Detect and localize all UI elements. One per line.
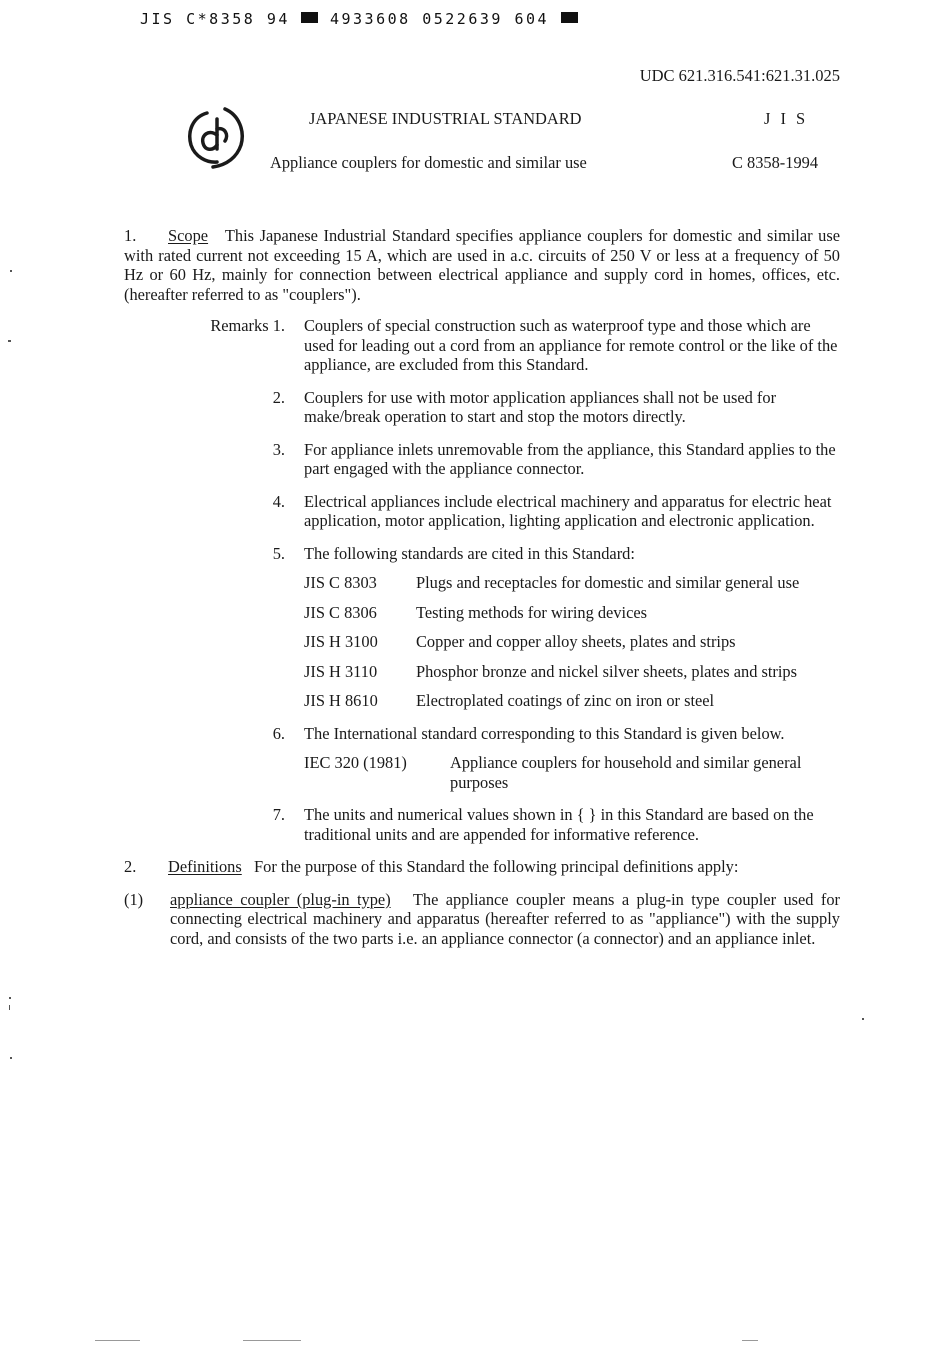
udc-number: UDC 621.316.541:621.31.025 bbox=[639, 66, 840, 85]
section-text: For the purpose of this Standard the following principal definitions apply: bbox=[254, 857, 739, 876]
scan-speck bbox=[10, 1057, 12, 1059]
scan-speck bbox=[9, 1005, 10, 1010]
section-definitions bbox=[124, 857, 840, 877]
remark-body bbox=[285, 544, 840, 711]
section-scope bbox=[124, 226, 840, 304]
definition-number: (1) bbox=[124, 889, 144, 909]
cited-standard-code: JIS H 3100 bbox=[304, 632, 378, 651]
cited-standard-code: JIS H 3110 bbox=[304, 661, 378, 681]
scan-artifact-line bbox=[95, 1340, 140, 1341]
scan-speck bbox=[10, 270, 12, 272]
cited-standard-code: JIS H 8610 bbox=[304, 691, 378, 710]
black-bar-mark bbox=[561, 12, 578, 23]
cited-standard bbox=[304, 691, 840, 711]
remark-number: 2. bbox=[272, 387, 285, 407]
remark-text: Couplers for use with motor application appliances shall not be used for make/break operation to start and stop the motors directly. bbox=[304, 387, 777, 426]
jis-mark: J I S bbox=[764, 109, 809, 128]
remark-text: The following standards are cited in this Standard: bbox=[304, 543, 635, 563]
cited-standard-title: Plugs and receptacles for domestic and similar general use bbox=[416, 573, 800, 592]
remark-item bbox=[124, 440, 840, 479]
section-number: 1. bbox=[124, 226, 137, 245]
cited-standard-code: JIS C 8303 bbox=[304, 573, 377, 592]
scan-artifact-line bbox=[243, 1340, 301, 1341]
remark-item bbox=[124, 724, 840, 793]
cited-standard-title: Copper and copper alloy sheets, plates and strips bbox=[416, 632, 736, 651]
jis-logo-icon bbox=[183, 105, 249, 171]
definition-term: appliance coupler (plug-in type) bbox=[170, 889, 391, 909]
cited-standard-code: JIS C 8306 bbox=[304, 602, 377, 622]
remark-number: 7. bbox=[272, 805, 285, 824]
remark-item bbox=[124, 388, 840, 427]
remark-text: Couplers of special construction such as waterproof type and those which are used for leading out a cord from an appliance for remote control or the like of the appliance, are excluded from this Standard. bbox=[304, 316, 838, 374]
scan-speck bbox=[8, 340, 11, 342]
international-standard-title: Appliance couplers for household and similar general purposes bbox=[450, 753, 802, 792]
definition-text: The appliance coupler means a plug-in type coupler used for connecting electrical machinery and apparatus (hereafter referred to as "appliance") with the supply cord, and consists of the two parts i.e. an appliance connector (a connector) and an appliance inlet. bbox=[170, 889, 841, 948]
scan-speck bbox=[862, 1018, 864, 1020]
remark-item bbox=[124, 805, 840, 844]
section-heading: Definitions bbox=[168, 857, 242, 876]
main-content bbox=[124, 226, 840, 948]
remark-number: 6. bbox=[272, 723, 285, 743]
document-number: C 8358-1994 bbox=[732, 153, 819, 172]
definition-body bbox=[170, 890, 840, 949]
cited-standard bbox=[304, 573, 840, 593]
remark-body bbox=[285, 724, 840, 793]
remark-number: 5. bbox=[272, 543, 285, 563]
cited-standard-title: Testing methods for wiring devices bbox=[416, 602, 648, 622]
cited-standard-title: Electroplated coatings of zinc on iron or steel bbox=[416, 691, 715, 710]
cited-standard bbox=[304, 603, 840, 623]
remark-text: The units and numerical values shown in { } in this Standard are based on the traditional units and are appended for informative reference. bbox=[304, 805, 814, 844]
remark-text: For appliance inlets unremovable from the appliance, this Standard applies to the part engaged with the appliance connector. bbox=[304, 439, 836, 478]
remark-number: 4. bbox=[272, 491, 285, 511]
remark-text: The International standard corresponding to this Standard is given below. bbox=[304, 723, 785, 743]
scan-speck bbox=[9, 997, 11, 999]
remark-item bbox=[124, 492, 840, 531]
remark-label: Remarks 1. bbox=[210, 316, 285, 335]
document-title: Appliance couplers for domestic and similar use bbox=[270, 153, 587, 172]
definition-item bbox=[124, 890, 840, 949]
document-code-line bbox=[140, 10, 578, 30]
section-text: This Japanese Industrial Standard specifies appliance couplers for domestic and similar use with rated current not exceeding 15 A, which are used in a.c. circuits of 250 V or less at a frequency of 50 Hz or 60 Hz, mainly for connection between electrical appliance and supply cord in homes, offices, etc. (hereafter referred to as "couplers"). bbox=[124, 226, 841, 304]
organization-title: JAPANESE INDUSTRIAL STANDARD bbox=[309, 109, 582, 128]
remark-item bbox=[124, 316, 840, 375]
section-number: 2. bbox=[124, 857, 137, 876]
scan-artifact-line bbox=[742, 1340, 758, 1341]
remark-number: 3. bbox=[272, 439, 285, 459]
black-bar-mark bbox=[301, 12, 318, 23]
remark-text: Electrical appliances include electrical machinery and apparatus for electric heat application, motor application, lighting application and electronic application. bbox=[304, 491, 832, 530]
international-standard-code: IEC 320 (1981) bbox=[304, 753, 407, 772]
cited-standard-title: Phosphor bronze and nickel silver sheets, plates and strips bbox=[416, 661, 798, 681]
cited-standard bbox=[304, 662, 840, 682]
international-standard bbox=[304, 753, 840, 792]
code-line-part1: JIS C*8358 94 bbox=[140, 10, 290, 28]
remark-item bbox=[124, 544, 840, 711]
code-line-part2: 4933608 0522639 604 bbox=[329, 10, 550, 28]
cited-standard bbox=[304, 632, 840, 652]
section-heading: Scope bbox=[168, 226, 209, 245]
